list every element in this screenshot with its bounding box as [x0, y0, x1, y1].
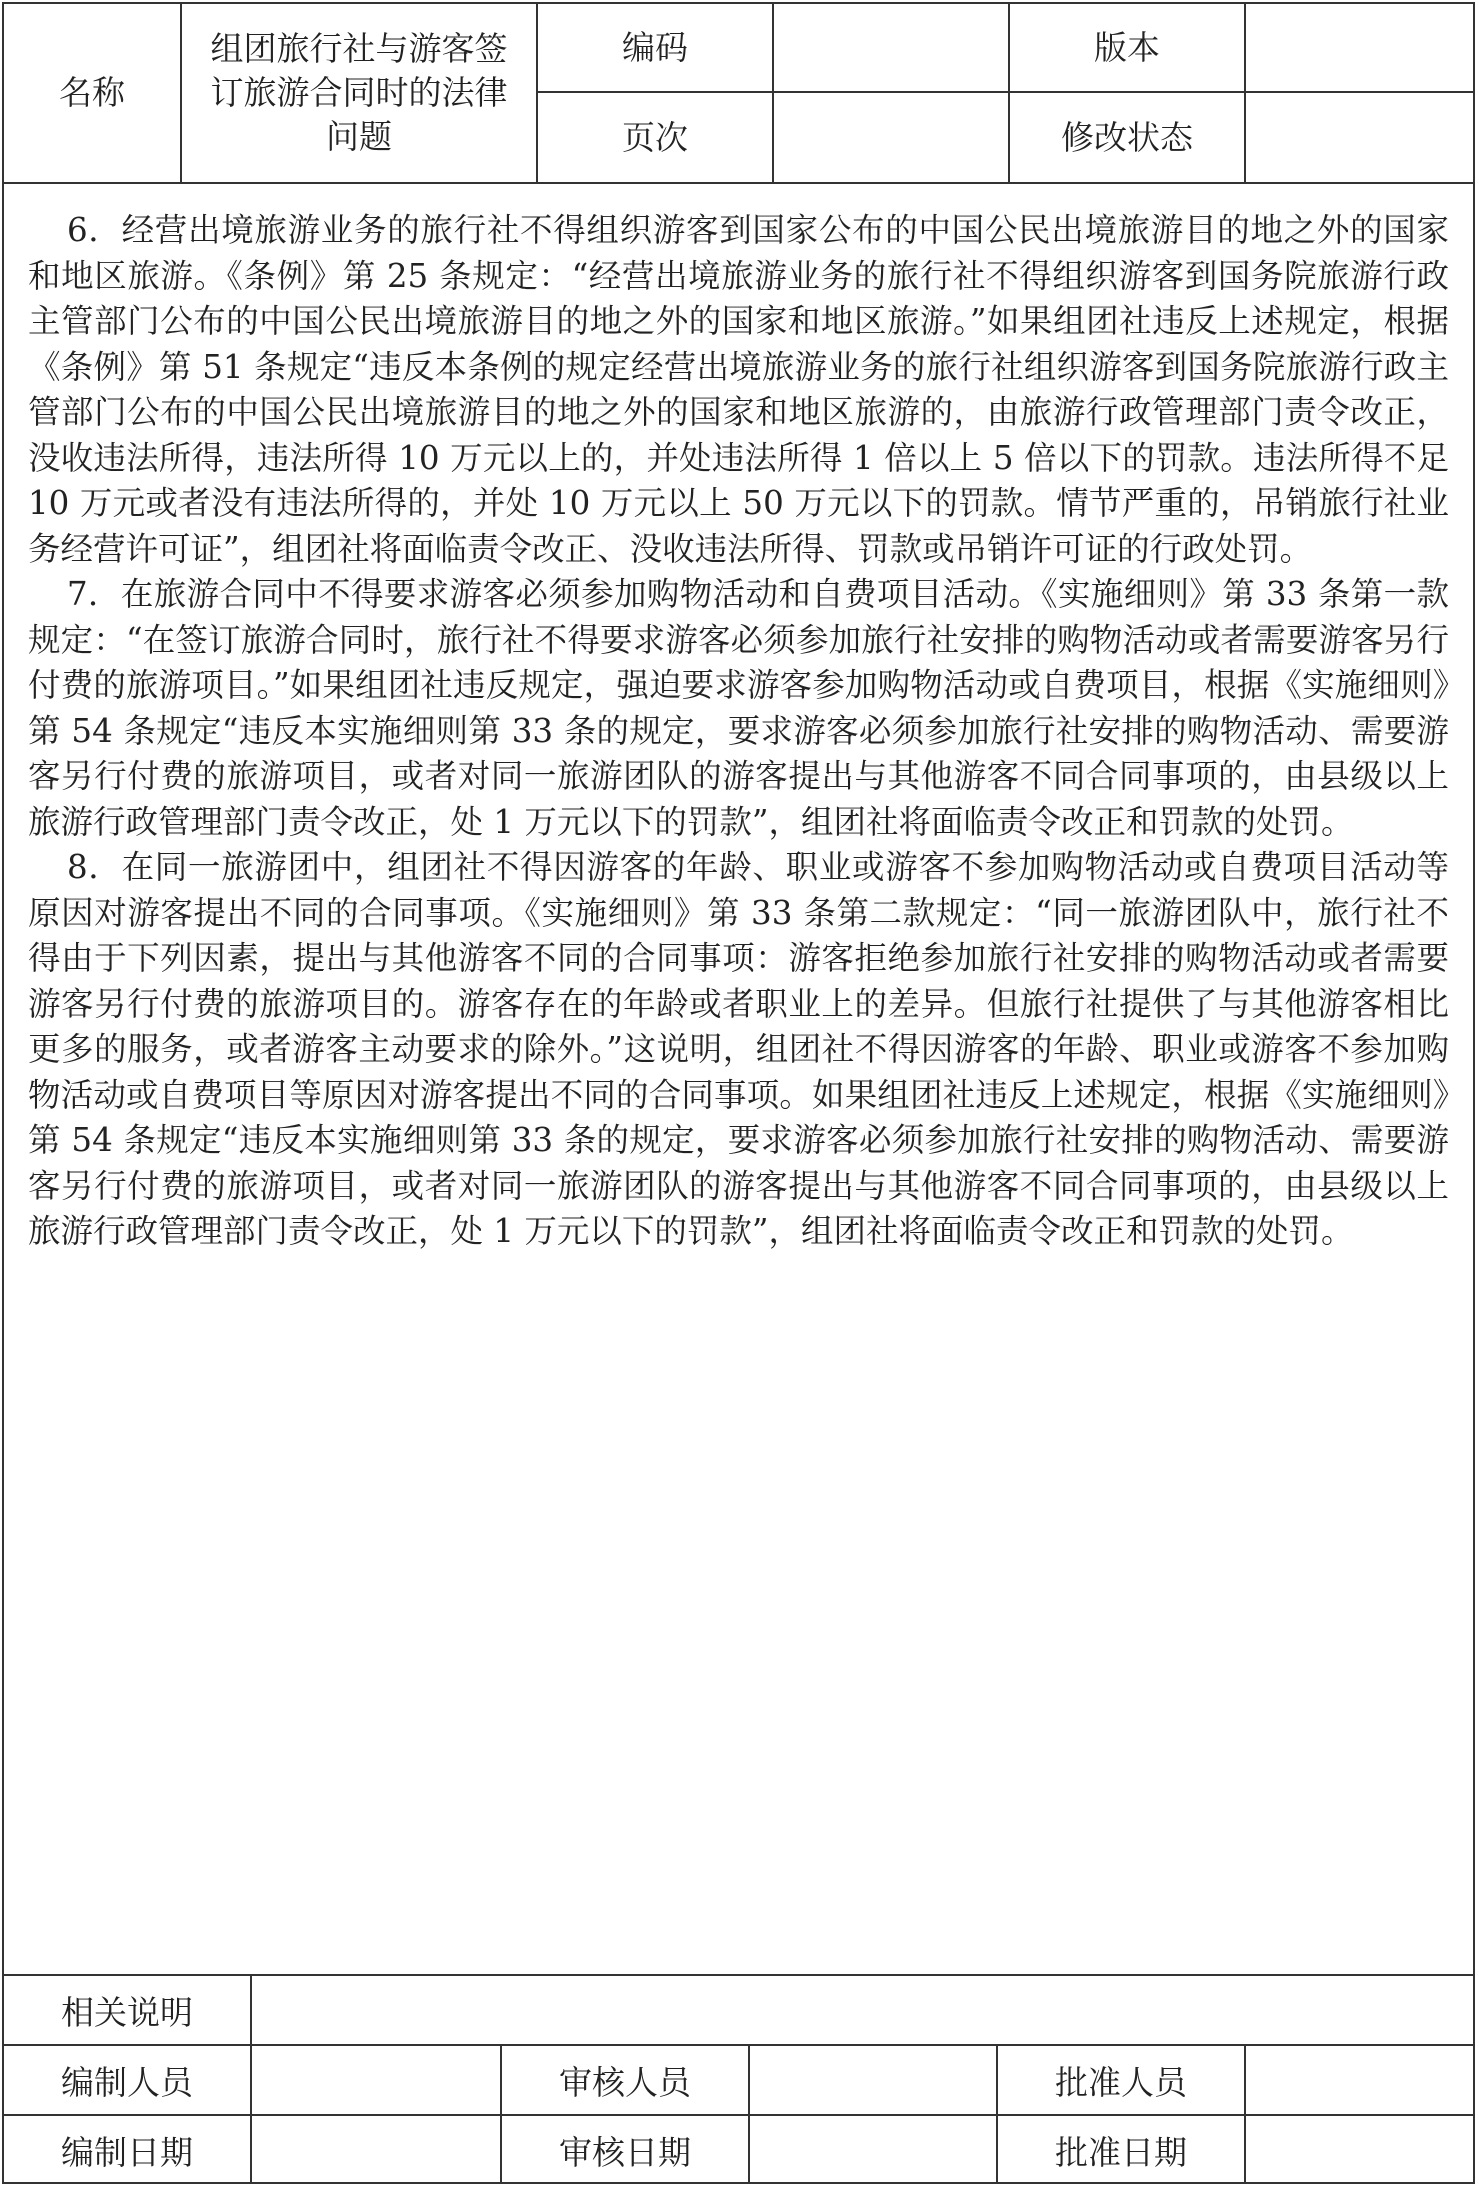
review-date-value[interactable]	[750, 2116, 996, 2184]
name-value-cell	[182, 4, 536, 182]
reviewer-label: 审核人员	[559, 2062, 691, 2102]
related-value[interactable]	[252, 1976, 1473, 2044]
reviewer-value[interactable]	[750, 2046, 996, 2114]
header-table	[4, 4, 1473, 184]
approve-date-value[interactable]	[1246, 2116, 1473, 2184]
code-value[interactable]	[774, 4, 1008, 91]
editor-label: 编制人员	[61, 2062, 193, 2102]
editor-value[interactable]	[252, 2046, 500, 2114]
body-content	[4, 184, 1473, 1974]
code-label: 编码	[622, 27, 688, 67]
document-page	[2, 2, 1475, 2184]
edit-date-value[interactable]	[252, 2116, 500, 2184]
status-value[interactable]	[1246, 93, 1473, 182]
status-label: 修改状态	[1061, 117, 1193, 157]
version-value[interactable]	[1246, 4, 1473, 91]
version-label: 版本	[1094, 27, 1160, 67]
paragraph-6: 6．经营出境旅游业务的旅行社不得组织游客到国家公布的中国公民出境旅游目的地之外的国家和地区旅游。《条例》第 25 条规定：“经营出境旅游业务的旅行社不得组织游客到国务院旅游行政主管部门公布的中国公民出境旅游目的地之外的国家和地区旅游。”如果组团社违反上述规定，根据《条例》第 51 条规定“违反本条例的规定经营出境旅游业务的旅行社组织游客到国务院旅游行政主管部门公布的中国公民出境旅游目的地之外的国家和地区旅游的，由旅游行政管理部门责令改正，没收违法所得，违法所得 10 万元以上的，并处违法所得 1 倍以上 5 倍以下的罚款。违法所得不足 10 万元或者没有违法所得的，并处 10 万元以上 50 万元以下的罚款。情节严重的，吊销旅行社业务经营许可证”，组团社将面临责令改正、没收违法所得、罚款或吊销许可证的行政处罚。	[28, 211, 1449, 568]
edit-date-label: 编制日期	[61, 2132, 193, 2172]
name-value: 组团旅行社与游客签订旅游合同时的法律问题	[210, 29, 508, 156]
related-label: 相关说明	[61, 1992, 193, 2032]
page-label: 页次	[622, 117, 688, 157]
footer-table	[4, 1974, 1473, 2184]
approver-value[interactable]	[1246, 2046, 1473, 2114]
name-label: 名称	[59, 73, 125, 112]
paragraph-7: 7．在旅游合同中不得要求游客必须参加购物活动和自费项目活动。《实施细则》第 33 条第一款规定：“在签订旅游合同时，旅行社不得要求游客必须参加旅行社安排的购物活动或者需要游客另行付费的旅游项目。”如果组团社违反规定，强迫要求游客参加购物活动或自费项目，根据《实施细则》第 54 条规定“违反本实施细则第 33 条的规定，要求游客必须参加旅行社安排的购物活动、需要游客另行付费的旅游项目，或者对同一旅游团队的游客提出与其他游客不同合同事项的，由县级以上旅游行政管理部门责令改正，处 1 万元以下的罚款”，组团社将面临责令改正和罚款的处罚。	[28, 575, 1449, 841]
review-date-label: 审核日期	[559, 2132, 691, 2172]
page-value[interactable]	[774, 93, 1008, 182]
approver-label: 批准人员	[1055, 2062, 1187, 2102]
paragraph-8: 8．在同一旅游团中，组团社不得因游客的年龄、职业或游客不参加购物活动或自费项目活动等原因对游客提出不同的合同事项。《实施细则》第 33 条第二款规定：“同一旅游团队中，旅行社不得由于下列因素，提出与其他游客不同的合同事项：游客拒绝参加旅行社安排的购物活动或者需要游客另行付费的旅游项目的。游客存在的年龄或者职业上的差异。但旅行社提供了与其他游客相比更多的服务，或者游客主动要求的除外。”这说明，组团社不得因游客的年龄、职业或游客不参加购物活动或自费项目等原因对游客提出不同的合同事项。如果组团社违反上述规定，根据《实施细则》第 54 条规定“违反本实施细则第 33 条的规定，要求游客必须参加旅行社安排的购物活动、需要游客另行付费的旅游项目，或者对同一旅游团队的游客提出与其他游客不同合同事项的，由县级以上旅游行政管理部门责令改正，处 1 万元以下的罚款”，组团社将面临责令改正和罚款的处罚。	[28, 848, 1449, 1250]
approve-date-label: 批准日期	[1055, 2132, 1187, 2172]
